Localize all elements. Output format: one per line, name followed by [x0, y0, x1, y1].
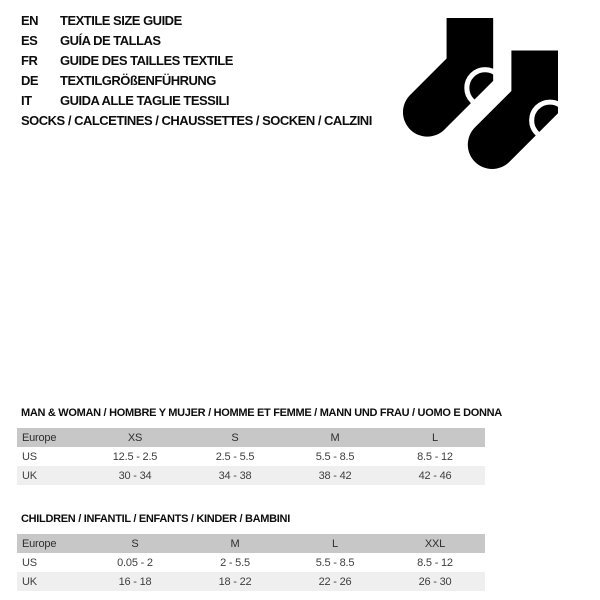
language-row-it: [21, 91, 233, 111]
column-header-size-m: M: [230, 537, 240, 550]
children-table-title: CHILDREN / INFANTIL / ENFANTS / KINDER / BAMBINI: [21, 513, 290, 525]
region-cell: US: [22, 556, 37, 569]
table-header-row: [17, 534, 485, 553]
man-woman-size-table: [17, 428, 485, 485]
table-row-uk: [17, 572, 485, 591]
size-cell: 26 - 30: [418, 575, 452, 588]
language-code: FR: [21, 53, 38, 68]
column-header-region: Europe: [22, 537, 57, 550]
size-cell: 8.5 - 12: [417, 556, 453, 569]
size-cell: 16 - 18: [118, 575, 152, 588]
man-woman-size-table-section: [17, 406, 502, 485]
language-code: DE: [21, 73, 39, 88]
language-label: GUIDE DES TAILLES TEXTILE: [60, 53, 233, 68]
size-cell: 22 - 26: [318, 575, 352, 588]
size-cell: 42 - 46: [418, 469, 452, 482]
children-size-table: [17, 534, 485, 591]
language-row-fr: [21, 51, 233, 71]
language-label: GUIDA ALLE TAGLIE TESSILI: [60, 93, 230, 108]
size-cell: 30 - 34: [118, 469, 152, 482]
language-row-en: [21, 11, 233, 31]
category-title: SOCKS / CALCETINES / CHAUSSETTES / SOCKEN / CALZINI: [21, 113, 372, 128]
column-header-size-m: M: [330, 431, 340, 444]
column-header-size-xxl: XXL: [424, 537, 446, 550]
language-row-de: [21, 71, 233, 91]
region-cell: US: [22, 450, 37, 463]
man-woman-table-title: MAN & WOMAN / HOMBRE Y MUJER / HOMME ET FEMME / MANN UND FRAU / UOMO E DONNA: [21, 407, 502, 419]
column-header-size-s: S: [231, 431, 239, 444]
size-cell: 0.05 - 2: [117, 556, 153, 569]
language-code: IT: [21, 93, 32, 108]
column-header-size-xs: XS: [127, 431, 143, 444]
column-header-size-l: L: [332, 537, 338, 550]
language-code: ES: [21, 33, 38, 48]
column-header-region: Europe: [22, 431, 57, 444]
socks-icon: [402, 18, 558, 170]
language-title-list: [21, 11, 233, 111]
table-row-uk: [17, 466, 485, 485]
size-cell: 34 - 38: [218, 469, 252, 482]
column-header-size-l: L: [432, 431, 438, 444]
size-cell: 5.5 - 8.5: [315, 556, 355, 569]
table-row-us: [17, 447, 485, 466]
children-size-table-section: [17, 512, 485, 591]
size-cell: 2 - 5.5: [220, 556, 250, 569]
size-cell: 8.5 - 12: [417, 450, 453, 463]
language-row-es: [21, 31, 233, 51]
size-cell: 5.5 - 8.5: [315, 450, 355, 463]
table-header-row: [17, 428, 485, 447]
column-header-size-s: S: [131, 537, 139, 550]
table-row-us: [17, 553, 485, 572]
size-cell: 18 - 22: [218, 575, 252, 588]
size-cell: 2.5 - 5.5: [215, 450, 255, 463]
region-cell: UK: [22, 469, 37, 482]
language-code: EN: [21, 13, 39, 28]
region-cell: UK: [22, 575, 37, 588]
language-label: GUÍA DE TALLAS: [60, 33, 161, 48]
language-label: TEXTILGRÖßENFÜHRUNG: [60, 73, 216, 88]
size-cell: 12.5 - 2.5: [112, 450, 158, 463]
size-cell: 38 - 42: [318, 469, 352, 482]
language-label: TEXTILE SIZE GUIDE: [60, 13, 182, 28]
